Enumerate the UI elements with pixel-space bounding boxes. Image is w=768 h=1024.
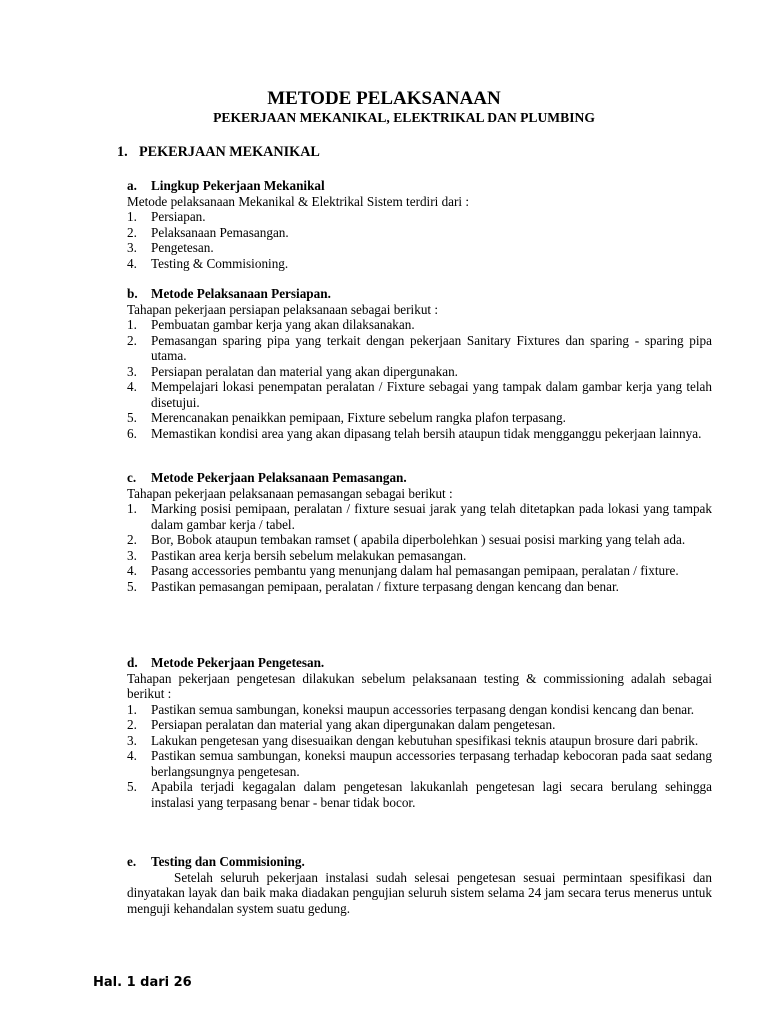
list-item: 4. Pasang accessories pembantu yang menunjang dalam hal pemasangan pemipaan, peralatan / fixture. xyxy=(127,563,679,578)
document-subtitle: PEKERJAAN MEKANIKAL, ELEKTRIKAL DAN PLUMBING xyxy=(213,110,595,125)
subsection-title xyxy=(127,655,712,671)
subsection-title xyxy=(127,470,712,486)
list-item: 4. Mempelajari lokasi penempatan peralatan / Fixture sebagai yang tampak dalam gambar kerja yang telah disetujui. xyxy=(127,379,712,410)
list-item: 2. Pelaksanaan Pemasangan. xyxy=(127,224,289,240)
subsection-c xyxy=(127,470,712,594)
subsection-b xyxy=(127,286,712,441)
subsection-intro: Tahapan pekerjaan pengetesan dilakukan sebelum pelaksanaan testing & commissioning adalah sebagai berikut : xyxy=(127,670,712,701)
subsection-list xyxy=(127,702,712,811)
subsection-letter: a. xyxy=(127,178,137,193)
subsection-paragraph: Setelah seluruh pekerjaan instalasi sudah selesai pengetesan sesuai permintaan spesifikasi dan dinyatakan layak dan baik maka diadakan pengujian seluruh sistem selama 24 jam secara terus menerus untuk menguji kehandalan system suatu gedung. xyxy=(127,869,712,916)
list-item: 1. Pastikan semua sambungan, koneksi maupun accessories terpasang dengan kondisi kencang dan benar. xyxy=(127,701,695,717)
page-number-footer: Hal. 1 dari 26 xyxy=(93,975,192,990)
subsection-title-text: Metode Pelaksanaan Persiapan. xyxy=(151,286,331,301)
list-item: 6. Memastikan kondisi area yang akan dipasang telah bersih ataupun tidak mengganggu pekerjaan lainnya. xyxy=(127,425,702,441)
subsection-title xyxy=(127,286,712,302)
subsection-title-text: Testing dan Commisioning. xyxy=(151,854,305,869)
list-item: 3. Lakukan pengetesan yang disesuaikan dengan kebutuhan spesifikasi teknis ataupun brosure dari pabrik. xyxy=(127,732,699,748)
list-item: 3. Pastikan area kerja bersih sebelum melakukan pemasangan. xyxy=(127,547,467,563)
list-item: 4. Testing & Commisioning. xyxy=(127,255,289,271)
subsection-intro: Metode pelaksanaan Mekanikal & Elektrikal Sistem terdiri dari : xyxy=(127,193,470,209)
list-item: 5. Apabila terjadi kegagalan dalam pengetesan lakukanlah pengetesan lagi secara berulang sehingga instalasi yang terpasang benar - benar tidak bocor. xyxy=(127,779,712,810)
list-item: 5. Merencanakan penaikkan pemipaan, Fixture sebelum rangka plafon terpasang. xyxy=(127,410,566,425)
list-item: 2. Bor, Bobok ataupun tembakan ramset ( apabila diperbolehkan ) sesuai posisi marking yang telah ada. xyxy=(127,532,686,547)
subsection-title-text: Metode Pekerjaan Pelaksanaan Pemasangan. xyxy=(151,470,407,485)
subsection-list xyxy=(127,501,712,594)
list-item: 2. Pemasangan sparing pipa yang terkait dengan pekerjaan Sanitary Fixtures dan sparing - sparing pipa utama. xyxy=(127,332,712,363)
subsection-title-text: Lingkup Pekerjaan Mekanikal xyxy=(151,178,325,193)
subsection-e xyxy=(127,854,712,916)
subsection-intro: Tahapan pekerjaan pelaksanaan pemasangan sebagai berikut : xyxy=(127,485,453,501)
subsection-letter: e. xyxy=(127,854,137,869)
section-heading xyxy=(117,144,320,161)
section-heading-number: 1. xyxy=(117,144,128,160)
subsection-list xyxy=(127,209,712,271)
section-heading-text: PEKERJAAN MEKANIKAL xyxy=(139,144,320,160)
subsection-letter: b. xyxy=(127,286,138,301)
list-item: 3. Pengetesan. xyxy=(127,240,214,255)
subsection-a xyxy=(127,178,712,271)
subsection-letter: d. xyxy=(127,655,138,670)
list-item: 4. Pastikan semua sambungan, koneksi maupun accessories terpasang terhadap kebocoran pada saat sedang berlangsungnya pengetesan. xyxy=(127,748,712,779)
list-item: 3. Persiapan peralatan dan material yang akan dipergunakan. xyxy=(127,363,458,379)
subsection-list xyxy=(127,317,712,441)
subsection-title xyxy=(127,178,712,194)
subsection-title xyxy=(127,854,712,870)
subsection-d xyxy=(127,655,712,810)
list-item: 1. Marking posisi pemipaan, peralatan / fixture sesuai jarak yang telah ditetapkan pada lokasi yang tampak dalam gambar kerja / tabel. xyxy=(127,501,712,532)
list-item: 5. Pastikan pemasangan pemipaan, peralatan / fixture terpasang dengan kencang dan benar. xyxy=(127,578,619,594)
document-title: METODE PELAKSANAAN xyxy=(267,88,501,109)
subsection-title-text: Metode Pekerjaan Pengetesan. xyxy=(151,655,325,670)
subsection-letter: c. xyxy=(127,470,137,485)
subsection-intro: Tahapan pekerjaan persiapan pelaksanaan sebagai berikut : xyxy=(127,301,439,317)
list-item: 1. Pembuatan gambar kerja yang akan dilaksanakan. xyxy=(127,317,415,332)
list-item: 2. Persiapan peralatan dan material yang akan dipergunakan dalam pengetesan. xyxy=(127,717,556,732)
list-item: 1. Persiapan. xyxy=(127,209,206,224)
